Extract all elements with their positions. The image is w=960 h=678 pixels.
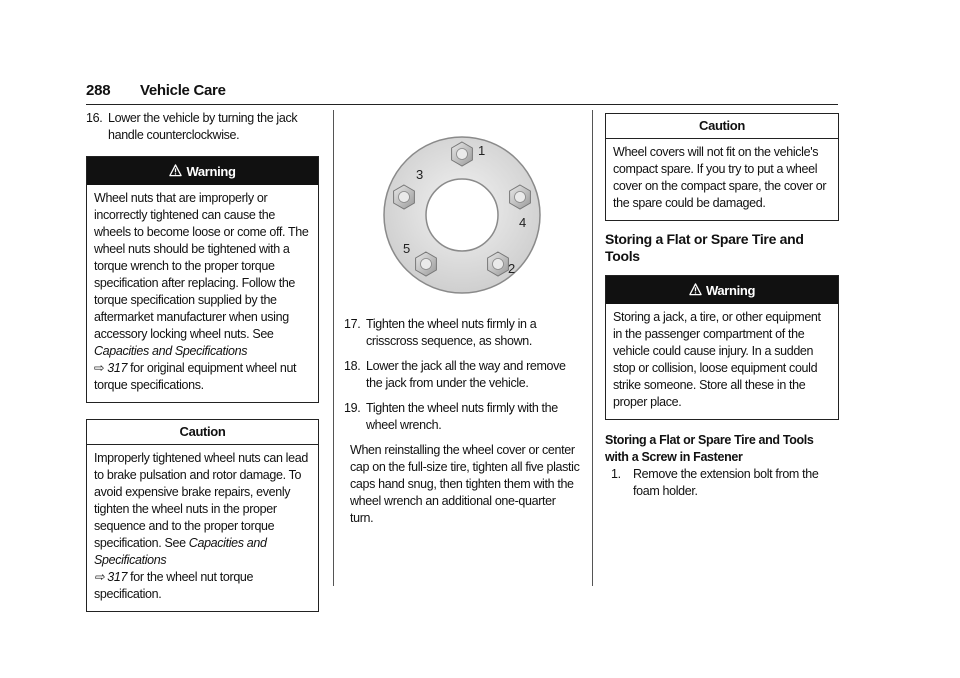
page-number: 288 bbox=[86, 82, 111, 99]
page-ref[interactable]: 317 bbox=[107, 361, 128, 375]
warning-text: Storing a jack, a tire, or other equipment in the passenger compartment of the vehicle could cause injury. In a sudden stop or collision, loose equipment could strike someone. Store all these in the proper place. bbox=[613, 310, 821, 409]
step-number: 19. bbox=[344, 401, 361, 415]
step-text: Tighten the wheel nuts firmly with the wheel wrench. bbox=[366, 401, 558, 432]
caution-body bbox=[606, 139, 838, 220]
step-text: Lower the vehicle by turning the jack handle counterclockwise. bbox=[108, 111, 298, 142]
page-ref[interactable]: 317 bbox=[107, 570, 128, 584]
step-text: Lower the jack all the way and remove the jack from under the vehicle. bbox=[366, 359, 566, 390]
step-number: 16. bbox=[86, 111, 103, 125]
caution-header: Caution bbox=[87, 420, 318, 445]
warning-header bbox=[606, 276, 838, 304]
warning-box bbox=[605, 275, 839, 420]
step-19 bbox=[344, 400, 580, 434]
caution-body bbox=[87, 445, 318, 611]
column-2 bbox=[344, 110, 580, 527]
step-text: Remove the extension bolt from the foam holder. bbox=[633, 467, 819, 498]
nut-label-1: 1 bbox=[478, 143, 485, 158]
column-1 bbox=[86, 110, 319, 612]
hub-center-hole bbox=[426, 179, 498, 251]
page-ref-arrow-icon: ⇨ bbox=[94, 570, 105, 584]
warning-title: Warning bbox=[705, 283, 756, 298]
capacities-link[interactable]: Capacities and Specifications bbox=[94, 536, 267, 567]
step-18 bbox=[344, 358, 580, 392]
step-number: 18. bbox=[344, 359, 361, 373]
warning-title: Warning bbox=[186, 164, 236, 179]
wheel-nut-sequence-diagram bbox=[377, 130, 547, 300]
sub-heading: Storing a Flat or Spare Tire and Tools with a Screw in Fastener bbox=[605, 433, 814, 464]
caution-text: Wheel covers will not fit on the vehicle's compact spare. If you try to put a wheel cover on the compact spare, the cover or the spare could be damaged. bbox=[613, 145, 827, 210]
page-ref-arrow-icon: ⇨ bbox=[94, 361, 105, 375]
column-3 bbox=[605, 110, 839, 508]
nut-label-3: 3 bbox=[416, 167, 423, 182]
warning-body bbox=[87, 185, 318, 402]
caution-text-b: for the wheel nut torque specification. bbox=[94, 570, 254, 601]
step-number: 1. bbox=[611, 467, 621, 481]
caution-header: Caution bbox=[606, 114, 838, 139]
step-17 bbox=[344, 316, 580, 350]
nut-label-4: 4 bbox=[519, 215, 526, 230]
caution-text-a: Improperly tightened wheel nuts can lead to brake pulsation and rotor damage. To avoid expensive brake repairs, evenly tighten the wheel nuts in the proper sequence and to the proper torque specification. See bbox=[94, 451, 308, 550]
capacities-link[interactable]: Capacities and Specifications bbox=[94, 344, 248, 358]
nut-label-2: 2 bbox=[508, 261, 515, 276]
warning-body bbox=[606, 304, 838, 419]
step-1 bbox=[611, 466, 839, 500]
caution-box bbox=[86, 419, 319, 612]
warning-box bbox=[86, 156, 319, 403]
section-title: Vehicle Care bbox=[140, 82, 226, 99]
warning-triangle-icon bbox=[169, 164, 182, 177]
warning-text-b: for original equipment wheel nut torque specifications. bbox=[94, 361, 297, 392]
step-number: 17. bbox=[344, 317, 361, 331]
step-text: Tighten the wheel nuts firmly in a crisscross sequence, as shown. bbox=[366, 317, 537, 348]
nut-label-5: 5 bbox=[403, 241, 410, 256]
warning-triangle-icon bbox=[689, 283, 702, 296]
warning-header bbox=[87, 157, 318, 185]
page-header bbox=[86, 82, 838, 105]
reinstall-paragraph: When reinstalling the wheel cover or center cap on the full-size tire, tighten all five plastic caps hand snug, then tighten them with the wheel wrench an additional one-quarter turn. bbox=[350, 443, 580, 525]
caution-box bbox=[605, 113, 839, 221]
section-heading: Storing a Flat or Spare Tire and Tools bbox=[605, 231, 804, 264]
column-divider bbox=[333, 110, 334, 586]
step-16 bbox=[86, 110, 319, 144]
column-divider bbox=[592, 110, 593, 586]
warning-text-a: Wheel nuts that are improperly or incorrectly tightened can cause the wheels to become loose or come off. The wheel nuts should be tightened with a torque wrench to the proper torque specification after replacing. Follow the torque specification supplied by the aftermarket manufacturer when using accessory locking wheel nuts. See bbox=[94, 191, 309, 341]
